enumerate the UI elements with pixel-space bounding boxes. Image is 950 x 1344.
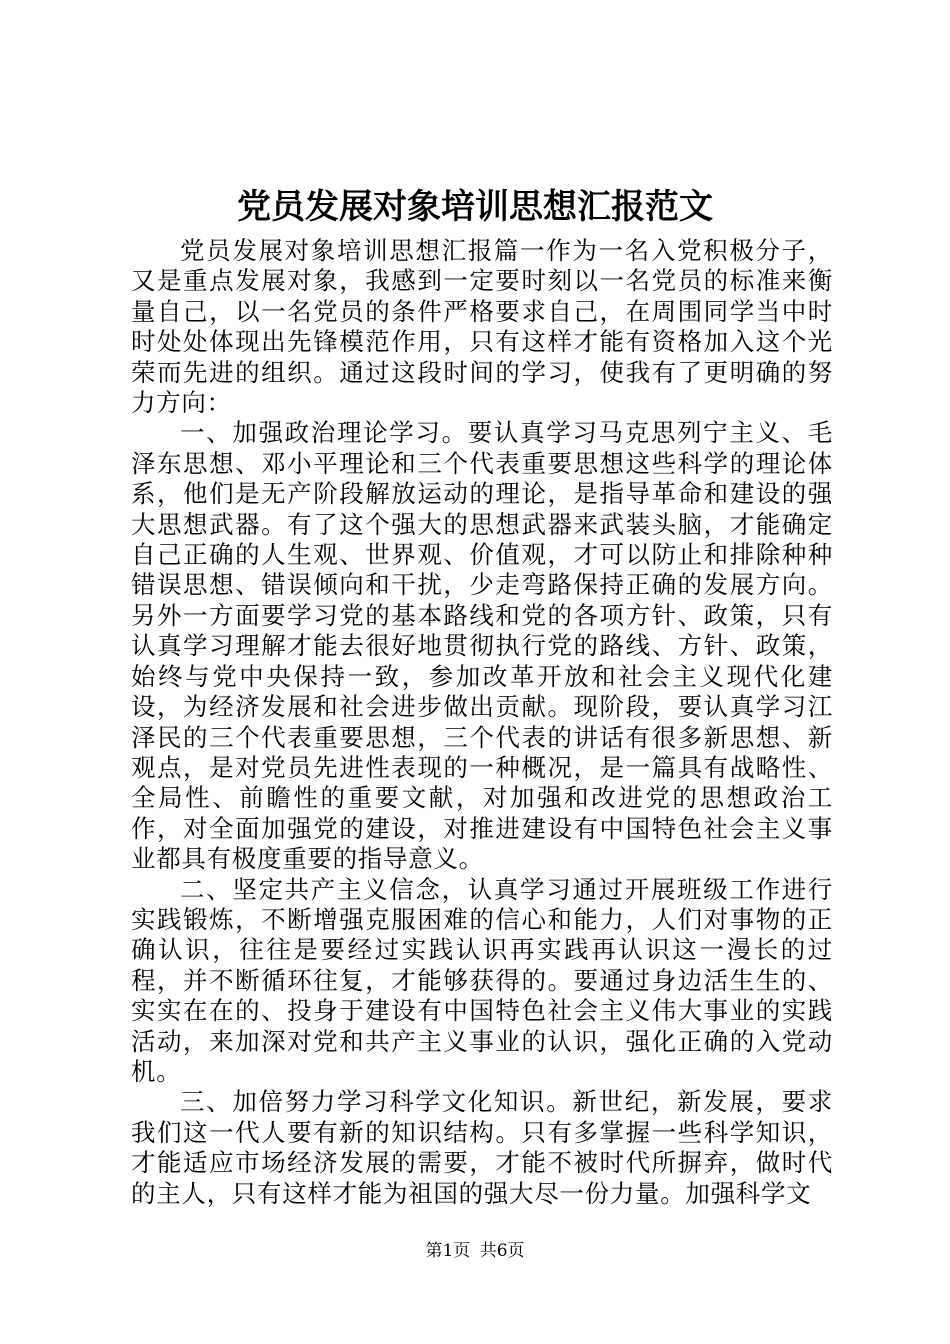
- document-title: 党员发展对象培训思想汇报范文: [237, 187, 713, 227]
- paragraph-intro: 党员发展对象培训思想汇报篇一作为一名入党积极分子，又是重点发展对象，我感到一定要时刻以一名党员的标准来衡量自己，以一名党员的条件严格要求自己，在周围同学当中时时处处体现出先锋模范作用，只有这样才能有资格加入这个光荣而先进的组织。通过这段时间的学习，使我有了更明确的努力方向：: [131, 236, 833, 418]
- page-number-total: 共6页: [479, 1241, 525, 1261]
- paragraph-section-3: 三、加倍努力学习科学文化知识。新世纪，新发展，要求我们这一代人要有新的知识结构。只有多掌握一些科学知识，才能适应市场经济发展的需要，才能不被时代所摒弃，做时代的主人，只有这样才能为祖国的强大尽一份力量。加强科学文: [131, 1087, 833, 1208]
- document-body: [131, 236, 833, 1209]
- page-number-current: 第1页: [425, 1241, 471, 1261]
- page-footer: [0, 1240, 950, 1262]
- paragraph-section-1: 一、加强政治理论学习。要认真学习马克思列宁主义、毛泽东思想、邓小平理论和三个代表重要思想这些科学的理论体系，他们是无产阶段解放运动的理论，是指导革命和建设的强大思想武器。有了这个强大的思想武器来武装头脑，才能确定自己正确的人生观、世界观、价值观，才可以防止和排除种种错误思想、错误倾向和干扰，少走弯路保持正确的发展方向。另外一方面要学习党的基本路线和党的各项方针、政策，只有认真学习理解才能去很好地贯彻执行党的路线、方针、政策，始终与党中央保持一致，参加改革开放和社会主义现代化建设，为经济发展和社会进步做出贡献。现阶段，要认真学习江泽民的三个代表重要思想，三个代表的讲话有很多新思想、新观点，是对党员先进性表现的一种概况，是一篇具有战略性、全局性、前瞻性的重要文献，对加强和改进党的思想政治工作，对全面加强党的建设，对推进建设有中国特色社会主义事业都具有极度重要的指导意义。: [131, 418, 833, 874]
- paragraph-section-2: 二、坚定共产主义信念，认真学习通过开展班级工作进行实践锻炼，不断增强克服困难的信心和能力，人们对事物的正确认识，往往是要经过实践认识再实践再认识这一漫长的过程，并不断循环往复，才能够获得的。要通过身边活生生的、实实在在的、投身于建设有中国特色社会主义伟大事业的实践活动，来加深对党和共产主义事业的认识，强化正确的入党动机。: [131, 874, 833, 1086]
